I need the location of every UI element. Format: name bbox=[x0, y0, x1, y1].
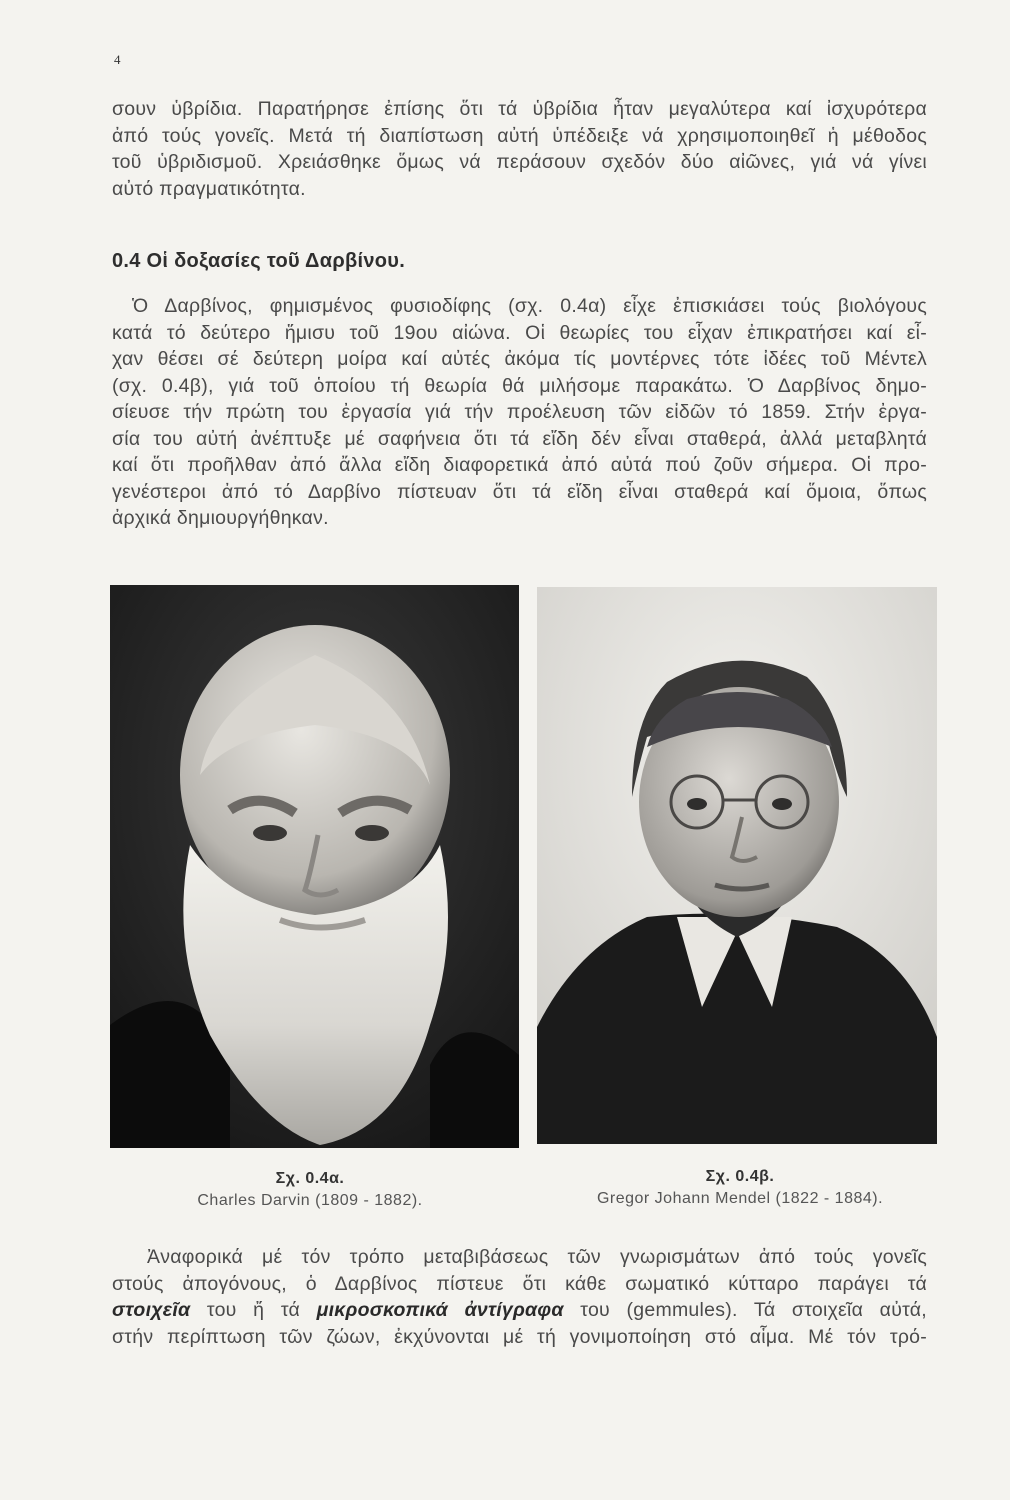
text-line: στήν περίπτωση τῶν ζώων, ἐκχύνονται μέ τή γονιμοποίηση στό αἷμα. Μέ τόν τρό- bbox=[112, 1325, 927, 1348]
figure-caption-text: Gregor Johann Mendel (1822 - 1884). bbox=[596, 1190, 884, 1207]
figure-caption-darwin bbox=[170, 1170, 450, 1210]
text-line: σουν ὑβρίδια. Παρατήρησε ἐπίσης ὅτι τά ὑβρίδια ἦταν μεγαλύτερα καί ἰσχυρότερα bbox=[112, 98, 927, 120]
mendel-portrait-image bbox=[537, 587, 937, 1144]
closing-paragraph bbox=[112, 1244, 927, 1350]
text-line: αὐτό πραγματικότητα. bbox=[112, 177, 306, 200]
text-line: κατά τό δεύτερο ἥμισυ τοῦ 19ου αἰώνα. Οἱ θεωρίες του εἶχαν ἐπικρατήσει καί εἶ- bbox=[112, 321, 927, 344]
emphasized-term: στοιχεῖα bbox=[112, 1299, 191, 1321]
text-line: χαν θέσει σέ δεύτερη μοίρα καί αὐτές ἀκόμα τίς μοντέρνες τότε ἰδέες τοῦ Μέντελ bbox=[112, 348, 927, 370]
text-line: (σχ. 0.4β), γιά τοῦ ὁποίου τή θεωρία θά μιλήσομε παρακάτω. Ὁ Δαρβίνος δημο- bbox=[112, 374, 927, 397]
intro-paragraph bbox=[112, 96, 927, 202]
text-line: τοῦ ὑβριδισμοῦ. Χρειάσθηκε ὅμως νά περάσουν σχεδόν δύο αἰῶνες, γιά νά γίνει bbox=[112, 151, 927, 173]
text-line: γενέστεροι ἀπό τό Δαρβίνο πίστευαν ὅτι τά εἴδη εἶναι σταθερά καί ὅμοια, ὅπως bbox=[112, 480, 927, 503]
text-fragment: του (gemmules). Τά στοιχεῖα αὐτά, bbox=[563, 1299, 927, 1321]
darwin-portrait-image bbox=[110, 585, 519, 1148]
text-line: στούς ἀπογόνους, ὁ Δαρβίνος πίστευε ὅτι κάθε σωματικό κύτταρο παράγει τά bbox=[112, 1272, 927, 1295]
text-line: καί ὅτι προῆλθαν ἀπό ἄλλα εἴδη διαφορετικά ἀπό αὐτά πού ζοῦν σήμερα. Οἱ προ- bbox=[112, 454, 927, 476]
figure-label: Σχ. 0.4β. bbox=[705, 1168, 775, 1185]
text-line: σίευσε τήν πρώτη του ἐργασία γιά τήν προέλευση τῶν εἰδῶν τό 1859. Στήν ἐργα- bbox=[112, 401, 927, 423]
text-line: ἀπό τούς γονεῖς. Μετά τή διαπίστωση αὐτή ὑπέδειξε νά χρησιμοποιηθεῖ ἡ μέθοδος bbox=[112, 124, 927, 147]
figure-caption-text: Charles Darvin (1809 - 1882). bbox=[197, 1192, 423, 1209]
emphasized-term: μικροσκοπικά ἀντίγραφα bbox=[316, 1299, 564, 1321]
page-number: 4 bbox=[114, 52, 121, 67]
text-line: σία του αὐτή ἀνέπτυξε μέ σαφήνεια ὅτι τά εἴδη δέν εἶναι σταθερά, ἀλλά μεταβλητά bbox=[112, 427, 927, 450]
body-paragraph bbox=[112, 293, 927, 532]
figure-caption-mendel bbox=[565, 1168, 915, 1208]
text-line bbox=[112, 1297, 927, 1324]
text-line: Ὁ Δαρβίνος, φημισμένος φυσιοδίφης (σχ. 0.4α) εἶχε ἐπισκιάσει τούς βιολόγους bbox=[132, 295, 927, 317]
text-line: Ἀναφορικά μέ τόν τρόπο μεταβιβάσεως τῶν γνωρισμάτων ἀπό τούς γονεῖς bbox=[147, 1246, 927, 1268]
text-line: ἀρχικά δημιουργήθηκαν. bbox=[112, 507, 329, 529]
text-fragment: του ἤ τά bbox=[190, 1299, 317, 1321]
figure-label: Σχ. 0.4α. bbox=[275, 1170, 345, 1187]
section-heading: 0.4 Οἱ δοξασίες τοῦ Δαρβίνου. bbox=[112, 250, 406, 272]
